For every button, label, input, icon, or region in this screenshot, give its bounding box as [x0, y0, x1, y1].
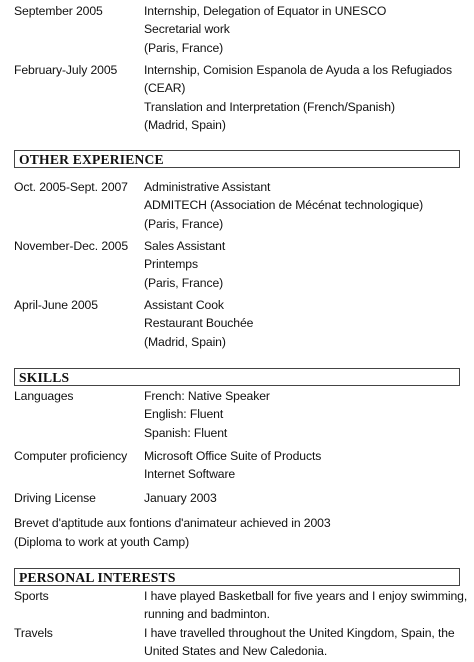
- skill-label: Computer proficiency: [14, 449, 128, 463]
- entry-line: Secretarial work: [144, 22, 230, 37]
- entry-line: Translation and Interpretation (French/Spanish): [144, 99, 395, 114]
- skill-line: French: Native Speaker: [144, 389, 270, 403]
- interest-label: Travels: [14, 626, 53, 640]
- entry-line: Internship, Delegation of Equator in UNESCO: [144, 4, 387, 18]
- skill-line: Spanish: Fluent: [144, 425, 228, 440]
- interest-label: Sports: [14, 589, 49, 603]
- entry-line: Internship, Comision Espanola de Ayuda a los Refugiados: [144, 63, 452, 77]
- skill-line: Internet Software: [144, 467, 236, 482]
- entry-line: Printemps: [144, 257, 198, 272]
- interest-line: I have played Basketball for five years and I enjoy swimming,: [144, 589, 468, 603]
- interest-line: United States and New Caledonia.: [144, 644, 328, 659]
- entry-date: November-Dec. 2005: [14, 239, 129, 253]
- skill-label: Languages: [14, 389, 74, 403]
- entry-line: Assistant Cook: [144, 298, 224, 312]
- brevet-note: (Diploma to work at youth Camp): [14, 535, 190, 549]
- skill-line: English: Fluent: [144, 407, 224, 422]
- entry-date: September 2005: [14, 4, 103, 18]
- entry-line: (Paris, France): [144, 216, 224, 231]
- section-heading-other-experience: OTHER EXPERIENCE: [14, 150, 460, 168]
- entry-line: (CEAR): [144, 81, 186, 96]
- skill-line: January 2003: [144, 491, 217, 505]
- entry-line: (Madrid, Spain): [144, 117, 226, 132]
- interest-line: running and badminton.: [144, 607, 270, 622]
- entry-line: Administrative Assistant: [144, 180, 271, 194]
- entry-line: (Paris, France): [144, 40, 224, 55]
- section-heading-personal-interests: PERSONAL INTERESTS: [14, 568, 460, 586]
- skill-label: Driving License: [14, 491, 96, 505]
- entry-line: Sales Assistant: [144, 239, 226, 253]
- skill-line: Microsoft Office Suite of Products: [144, 449, 322, 463]
- entry-line: (Paris, France): [144, 275, 224, 290]
- entry-date: April-June 2005: [14, 298, 98, 312]
- section-heading-skills: SKILLS: [14, 368, 460, 386]
- entry-date: February-July 2005: [14, 63, 118, 77]
- brevet-text: Brevet d'aptitude aux fontions d'animateur achieved in 2003: [14, 516, 331, 530]
- entry-line: (Madrid, Spain): [144, 334, 226, 349]
- interest-line: I have travelled throughout the United Kingdom, Spain, the: [144, 626, 455, 640]
- entry-date: Oct. 2005-Sept. 2007: [14, 180, 128, 194]
- entry-line: ADMITECH (Association de Mécénat technologique): [144, 198, 424, 213]
- entry-line: Restaurant Bouchée: [144, 316, 254, 331]
